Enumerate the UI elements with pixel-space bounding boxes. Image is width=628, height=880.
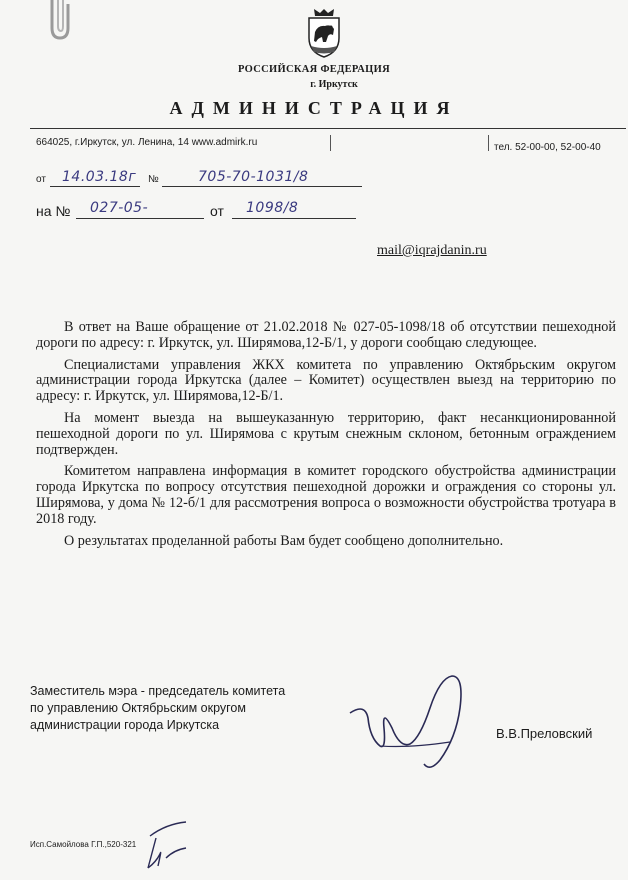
reference-number-value: 027-05- [90, 200, 149, 216]
divider-tick [330, 135, 331, 151]
signature-scribble-icon [340, 668, 490, 778]
header-divider [30, 128, 626, 129]
body-paragraph: В ответ на Ваше обращение от 21.02.2018 № 027-05-1098/18 об отсутствии пешеходной дороги по адресу: г. Иркутск, ул. Ширямова,12-Б/1, у дороги сообщаю следующее. [36, 319, 616, 351]
outgoing-date-value: 14.03.18г [62, 169, 137, 185]
paper-clip-icon [40, 0, 80, 42]
position-line: администрации города Иркутска [30, 718, 220, 732]
outgoing-date-label: от [36, 174, 46, 185]
phone-line: тел. 52-00-00, 52-00-40 [494, 142, 601, 153]
reference-date-line [232, 218, 356, 219]
reference-date-label: от [210, 203, 224, 219]
outgoing-date-line [50, 186, 140, 187]
divider-tick [488, 135, 489, 151]
country-name: РОССИЙСКАЯ ФЕДЕРАЦИЯ [238, 64, 390, 75]
outgoing-number-value: 705-70-1031/8 [198, 169, 309, 185]
signatory-name: В.В.Преловский [496, 726, 593, 741]
body-paragraph: О результатах проделанной работы Вам будет сообщено дополнительно. [64, 532, 504, 549]
signatory-position [30, 683, 285, 734]
recipient-email: mail@iqrajdanin.ru [377, 243, 487, 258]
reference-number-line [76, 218, 204, 219]
reference-number-label: на № [36, 203, 71, 219]
executor-line: Исп.Самойлова Г.П.,520-321 [30, 840, 137, 849]
outgoing-number-line [162, 186, 362, 187]
body-paragraph: Комитетом направлена информация в комитет городского обустройства администрации города Иркутска по вопросу отсутствия пешеходной дорожки и ограждения со стороны ул. Ширямова, у дома № 12-б/1 для рассмотрения вопроса о возможности обустройства тротуара в 2018 году. [36, 463, 616, 527]
position-line: по управлению Октябрьским округом [30, 701, 246, 715]
reference-date-value: 1098/8 [246, 200, 299, 216]
position-line: Заместитель мэра - председатель комитета [30, 684, 286, 698]
coat-of-arms-icon [306, 8, 342, 58]
initials-scribble-icon [136, 818, 196, 876]
body-paragraph: На момент выезда на вышеуказанную территорию, факт несанкционированной пешеходной дороги по ул. Ширямова с крутым снежным склоном, бетонным ограждением подтвержден. [36, 409, 616, 458]
address-line: 664025, г.Иркутск, ул. Ленина, 14 www.admirk.ru [36, 137, 258, 148]
city-name: г. Иркутск [310, 79, 358, 90]
letter-body [36, 320, 616, 555]
body-paragraph: Специалистами управления ЖКХ комитета по управлению Октябрьским округом администрации города Иркутска (далее – Комитет) осуществлен выезд на территорию по адресу: г. Иркутск, ул. Ширямова,12-Б/1. [36, 356, 616, 405]
outgoing-number-label: № [148, 174, 159, 185]
administration-title: АДМИНИСТРАЦИЯ [169, 98, 459, 118]
